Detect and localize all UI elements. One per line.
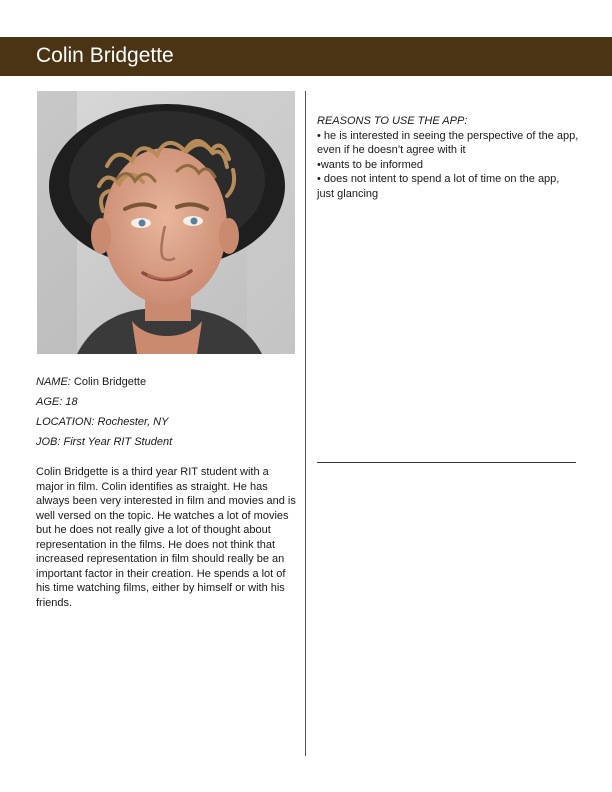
age-label: AGE: [36,396,63,408]
age-row [36,394,298,414]
bio-paragraph: Colin Bridgette is a third year RIT student with a major in film. Colin identifies as straight. He has always been very interested in film and movies and is well versed on the topic. He watches a lot of movies but he does not really give a lot of thought about representation in the films. He does not think that increased representation in film should really be an important factor in their creation. He spends a lot of his time watching films, either by himself or with his friends. [36,466,296,609]
age-value: 18 [65,396,78,408]
reasons-heading: REASONS TO USE THE APP: [317,115,468,127]
page-title: Colin Bridgette [36,44,174,67]
reason-item: •wants to be informed [317,158,423,171]
location-value: Rochester, NY [97,416,169,428]
reason-item: • does not intent to spend a lot of time on the app, just glancing [317,173,560,200]
reason-item: • he is interested in seeing the perspective of the app, even if he doesn’t agree with it [317,129,579,156]
name-label: NAME: [36,376,71,388]
job-label: JOB: [36,436,61,448]
location-label: LOCATION: [36,416,95,428]
reasons-section [317,114,579,201]
job-value: First Year RIT Student [63,436,173,448]
profile-info [36,374,298,454]
profile-photo [37,91,295,354]
name-value: Colin Bridgette [73,376,147,388]
header-bar [0,37,612,76]
column-divider [305,91,306,756]
section-divider [317,462,576,463]
location-row [36,414,298,434]
job-row [36,434,298,454]
name-row [36,374,298,394]
